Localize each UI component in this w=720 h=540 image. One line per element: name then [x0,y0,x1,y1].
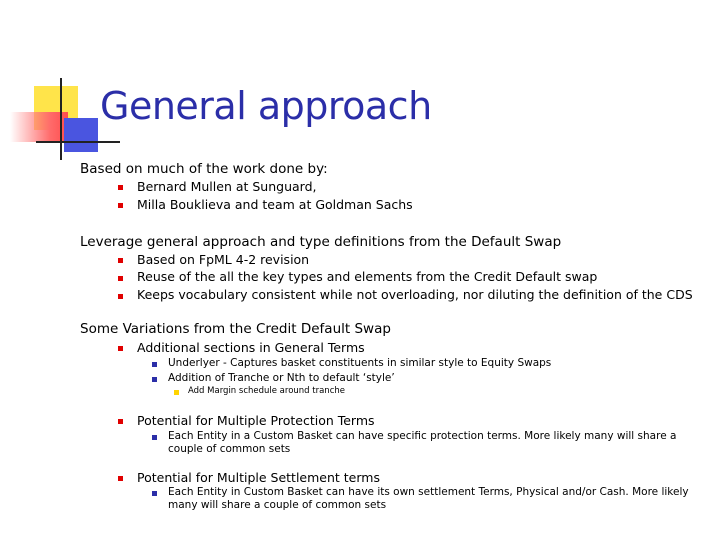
sub-bullet-icon [152,435,157,440]
bullet-item: Reuse of the all the key types and elements from the Credit Default swap [137,269,598,284]
bullet-item: Bernard Mullen at Sunguard, [137,179,317,194]
sub-bullet-item: Each Entity in Custom Basket can have its own settlement Terms, Physical and/or Cash. More likely many will share a couple of common sets [168,486,689,511]
bullet-icon [118,203,123,208]
bullet-item: Milla Bouklieva and team at Goldman Sachs [137,197,413,212]
bullet-item: Potential for Multiple Protection Terms [137,413,375,428]
sub-bullet-icon [152,377,157,382]
sub-bullet-item: Addition of Tranche or Nth to default ‘style’ [168,372,395,384]
slide-title: General approach [100,84,432,128]
bullet-icon [118,476,123,481]
sub-sub-bullet-icon [174,390,179,395]
bullet-icon [118,346,123,351]
bullet-icon [118,419,123,424]
bullet-icon [118,258,123,263]
bullet-item: Potential for Multiple Settlement terms [137,470,380,485]
section-heading: Based on much of the work done by: [80,161,328,177]
blue-square-decoration [64,118,98,152]
bullet-item: Based on FpML 4-2 revision [137,252,310,267]
sub-bullet-icon [152,491,157,496]
horizontal-line-decoration [36,141,120,143]
sub-bullet-item: Each Entity in a Custom Basket can have specific protection terms. More likely many will share a couple of common sets [168,430,677,455]
bullet-icon [118,276,123,281]
sub-bullet-icon [152,362,157,367]
bullet-item: Keeps vocabulary consistent while not overloading, nor diluting the definition of the CDS [137,287,693,302]
bullet-item: Additional sections in General Terms [137,340,365,355]
sub-sub-bullet-item: Add Margin schedule around tranche [188,386,345,396]
section-heading: Leverage general approach and type definitions from the Default Swap [80,234,562,250]
bullet-icon [118,185,123,190]
bullet-icon [118,294,123,299]
section-heading: Some Variations from the Credit Default Swap [80,321,391,337]
vertical-line-decoration [60,78,62,160]
sub-bullet-item: Underlyer - Captures basket constituents in similar style to Equity Swaps [168,357,552,369]
